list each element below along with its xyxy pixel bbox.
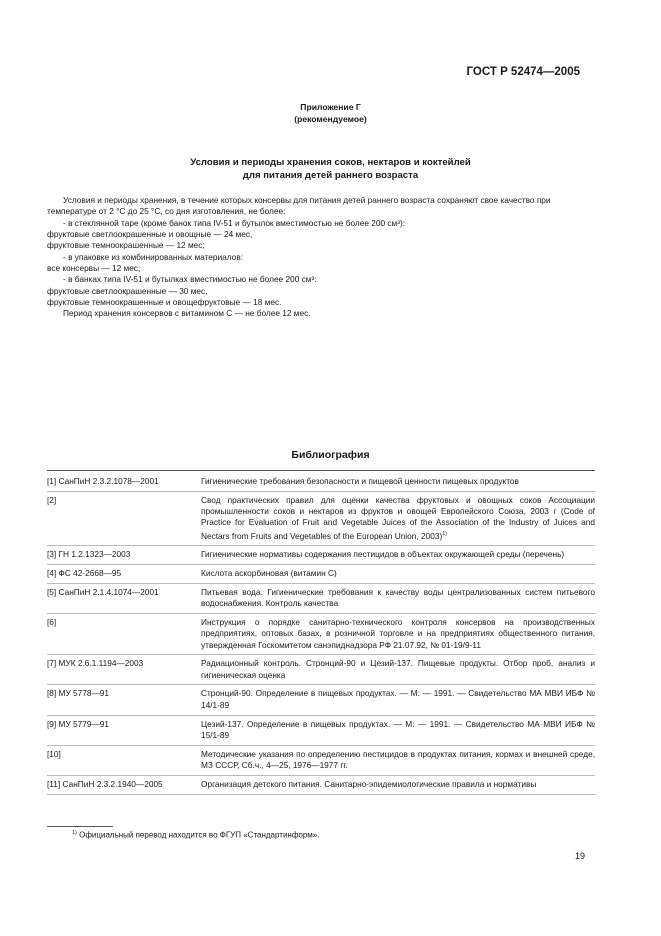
- bibliography-text-body: Организация детского питания. Санитарно-эпидемиологические правила и нормативы: [201, 778, 537, 789]
- bibliography-text: [201, 719, 595, 742]
- page-number: 19: [574, 851, 585, 861]
- bibliography-text: [201, 688, 595, 711]
- bibliography-entry: [47, 779, 595, 795]
- appendix-heading: [0, 101, 661, 125]
- bibliography-ref: [4] ФС 42-2668—95: [47, 568, 122, 579]
- bibliography-ref: [5] СанПиН 2.1.4.1074—2001: [47, 586, 159, 597]
- bibliography-text: [201, 779, 595, 790]
- bibliography-text: [201, 587, 595, 610]
- bibliography-text: [201, 476, 595, 487]
- bibliography-text: [201, 749, 595, 772]
- appendix-status: (рекомендуемое): [294, 114, 367, 124]
- footnote-divider: [47, 826, 113, 827]
- body-line: - в стеклянной таре (кроме банок типа IV-51 и бутылок вместимостью не более 200 см³):: [63, 217, 406, 228]
- bibliography-ref: [3] ГН 1.2.1323—2003: [47, 549, 131, 560]
- bibliography-text-body: Гигиенические нормативы содержания пестицидов в объектах окружающей среды (перечень): [201, 549, 565, 560]
- bibliography-text-body: Питьевая вода. Гигиенические требования к качеству воды централизованных систем питьевого водоснабжения. Контроль качества: [201, 586, 595, 609]
- section-title-line1: Условия и периоды хранения соков, нектаров и коктейлей: [190, 157, 471, 168]
- appendix-label: Приложение Г: [300, 102, 361, 112]
- bibliography-ref: [10]: [47, 748, 61, 759]
- bibliography-text: [201, 617, 595, 651]
- bibliography-entry: [47, 658, 595, 685]
- bibliography-ref: [9] МУ 5779—91: [47, 718, 109, 729]
- bibliography-text-body: Свод практических правил для оценки качества фруктовых и овощных соков Ассоциации промышленности соков и нектаров из фруктов и овощей Европейского Союза, 2003 г (Code of Practice for Evaluation of Fruit and Vegetable Juices of the Association of the Industry of Juices and Nectars from Fruits and Vegetables of the European Union, 2003): [201, 494, 595, 541]
- bibliography-ref: [11] СанПиН 2.3.2.1940—2005: [47, 778, 163, 789]
- body-line: фруктовые светлоокрашенные и овощные — 24 мес,: [47, 229, 253, 240]
- body-line: фруктовые темноокрашенные — 12 мес;: [47, 240, 205, 251]
- footnote-text: Официальный перевод находится во ФГУП «Стандартинформ».: [79, 830, 320, 840]
- bibliography-text: [201, 568, 595, 579]
- bibliography-ref: [7] МУК 2.6.1.1194—2003: [47, 658, 144, 669]
- body-line: Период хранения консервов с витамином С — не более 12 мес.: [63, 308, 311, 319]
- bibliography-text-body: Методические указания по определению пестицидов в продуктах питания, кормах и внешней среде, МЗ СССР, Сб.ч., 4—25, 1976—1977 гг.: [201, 748, 595, 770]
- bibliography-list: [47, 476, 595, 798]
- section-title-line2: для питания детей раннего возраста: [242, 169, 419, 181]
- body-line: - в банках типа IV-51 и бутылках вместимостью не более 200 см³:: [63, 274, 317, 285]
- bibliography-entry: [47, 617, 595, 655]
- bibliography-text-body: Инструкция о порядке санитарно-технического контроля консервов на производственных предприятиях, оптовых базах, в розничной торговле и на предприятиях общественного питания, утвержденная Госкомитетом санэпиднадзора РФ 21.07.92, № 01-19/9-11: [201, 616, 595, 650]
- body-line: - в упаковке из комбинированных материалов:: [63, 251, 244, 262]
- bibliography-ref: [2]: [47, 494, 57, 505]
- section-body: [47, 195, 595, 320]
- bibliography-text-body: Кислота аскорбиновая (витамин С): [201, 568, 337, 579]
- bibliography-text-body: Радиационный контроль. Стронций-90 и Цезий-137. Пищевые продукты. Отбор проб, анализ и гигиеническая оценка: [201, 658, 595, 680]
- bibliography-entry: [47, 719, 595, 746]
- bibliography-entry: [47, 568, 595, 584]
- bibliography-entry: [47, 587, 595, 614]
- footnote-mark: 1): [72, 830, 77, 836]
- body-line: все консервы — 12 мес;: [47, 263, 141, 274]
- bibliography-title: Библиография: [291, 449, 370, 461]
- bibliography-top-rule: [47, 470, 595, 471]
- body-line: фруктовые темноокрашенные и овощефруктовые — 18 мес.: [47, 297, 282, 308]
- footnote: [72, 830, 319, 840]
- bibliography-ref: [8] МУ 5778—91: [47, 688, 109, 699]
- document-code: ГОСТ Р 52474—2005: [466, 66, 580, 78]
- bibliography-text: [201, 495, 595, 542]
- bibliography-entry: [47, 495, 595, 546]
- bibliography-ref: [6]: [47, 616, 57, 627]
- section-title: [0, 157, 661, 182]
- body-line: фруктовые светлоокрашенные — 30 мес,: [47, 285, 208, 296]
- bibliography-text: [201, 549, 595, 560]
- bibliography-entry: [47, 549, 595, 565]
- footnote-reference: 1): [442, 530, 448, 537]
- bibliography-text-body: Цезий-137. Определение в пищевых продуктах. — М: — 1991. — Свидетельство МА МВИ ИБФ № 15/1-89: [201, 718, 595, 740]
- bibliography-text-body: Стронций-90. Определение в пищевых продуктах. — М: — 1991. — Свидетельство МА МВИ ИБФ № 14/1-89: [201, 688, 595, 710]
- bibliography-entry: [47, 688, 595, 715]
- bibliography-entry: [47, 476, 595, 492]
- body-line: Условия и периоды хранения, в течение которых консервы для питания детей раннего возраста сохраняют свое качество при температуре от 2 °С до 25 °С, со дня изготовления, не более:: [47, 195, 551, 217]
- bibliography-entry: [47, 749, 595, 776]
- bibliography-text: [201, 658, 595, 681]
- bibliography-text-body: Гигиенические требования безопасности и пищевой ценности пищевых продуктов: [201, 476, 519, 486]
- bibliography-ref: [1] СанПиН 2.3.2.1078—2001: [47, 476, 159, 486]
